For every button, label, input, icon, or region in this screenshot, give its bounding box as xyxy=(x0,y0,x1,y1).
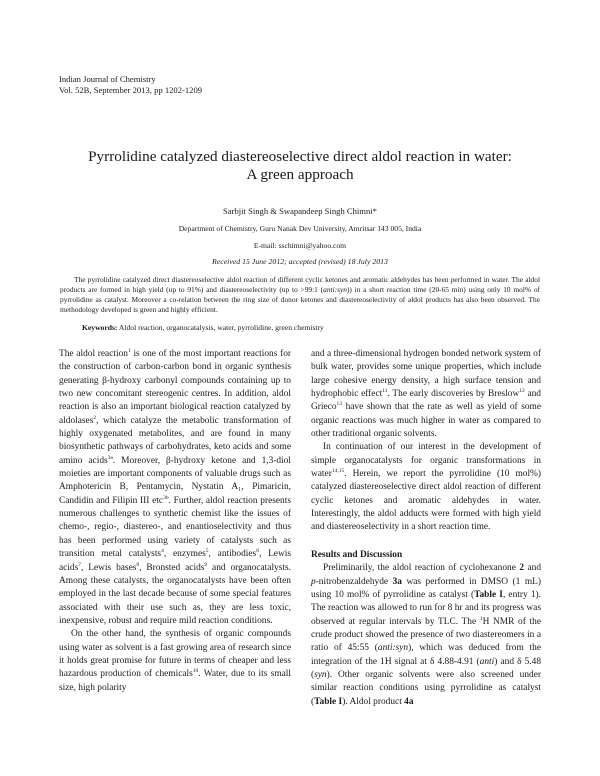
section-heading: Results and Discussion xyxy=(311,549,403,560)
keywords-label: Keywords: xyxy=(82,323,118,332)
citation: 3b xyxy=(163,494,169,501)
abstract-italic: anti:syn xyxy=(323,285,347,295)
citation: 11 xyxy=(382,388,388,395)
paragraph: On the other hand, the synthesis of organic compounds using water as solvent is a fast growing area of research since it holds great promise for future in terms of cheaper and less hazardous production of chemicals$^{10}$. Water, due to its small size, high polarity xyxy=(59,629,291,693)
citation: 13 xyxy=(336,401,343,408)
paragraph: The aldol reaction$^1$ is one of the most important reactions for the construction of carbon-carbon bond in organic synthesis generating β-hydroxy carbonyl compounds containing up to two new concomitant stereogenic centres. In addition, aldol reaction is also an important biological reaction catalyzed by aldolases$^2$, which catalyze the metabolic transformation of highly oxygenated metabolites, and are found in many biosynthetic pathways of carbohydrates, keto acids and some amino acids$^{3a}$. Moreover, β-hydroxy ketone and 1,3-diol moieties are important components of valuable drugs such as Amphotericin B, Pentamycin, Nystatin A₁, Pimaricin, Candidin and Filipin III etc$^{3b}$. Further, aldol reaction presents numerous challenges to synthetic chemist like the issues of chemo-, regio-, diastereo-, and enantioselectivity and thus has been performed using variety of catalysts such as transition metal catalysts$^4$, enzymes$^5$, antibodies$^6$, Lewis acids$^7$, Lewis bases$^8$, Bronsted acids$^9$ and organocatalysts. Among these catalysts, the organocatalysts have been often employed in the last decade because of some special features associated with their use such as, they are less toxic, inexpensive, robust and require mild reaction conditions. xyxy=(59,348,291,626)
citation: 5 xyxy=(205,548,209,555)
left-column xyxy=(59,348,291,695)
citation: 3a xyxy=(107,454,113,461)
citation: 6 xyxy=(256,548,259,555)
received-date: Received 15 June 2012; accepted (revised) 18 July 2013 xyxy=(212,257,388,266)
email: E-mail: sschimni@yahoo.com xyxy=(253,241,347,250)
citation: 10 xyxy=(192,668,199,675)
citation: 14,15 xyxy=(331,468,345,475)
title-line-1: Pyrrolidine catalyzed diastereoselective direct aldol reaction in water: xyxy=(88,148,512,165)
paragraph: Preliminarily, the aldol reaction of cyclohexanone 2 and p-nitrobenzaldehyde 3a was performed in DMSO (1 mL) using 10 mol% of pyrrolidine as catalyst (Table I, entry 1). The reaction was allowed to run for 8 hr and its progress was observed at regular intervals by TLC. The $^1$H NMR of the crude product showed the presence of two diastereomers in a ratio of 45:55 (anti:syn), which was deduced from the integration of the 1H signal at δ 4.88-4.91 (anti) and δ 5.48 (syn). Other organic solvents were also screened under similar reaction conditions using pyrrolidine as catalyst (Table I). Aldol product 4a xyxy=(311,563,542,707)
citation: 9 xyxy=(204,561,208,568)
citation: 2 xyxy=(93,414,97,421)
article-title xyxy=(60,148,540,184)
keywords xyxy=(82,323,324,332)
keywords-list: Aldol reaction, organocatalysis, water, pyrrolidine, green chemistry xyxy=(117,323,324,332)
affiliation: Department of Chemistry, Guru Nanak Dev University, Amritsar 143 005, India xyxy=(178,224,422,233)
authors: Sarbjit Singh & Swapandeep Singh Chimni* xyxy=(223,206,377,216)
title-line-2: A green approach xyxy=(246,166,354,183)
citation: 8 xyxy=(136,561,140,568)
right-column xyxy=(311,348,541,709)
citation: 1 xyxy=(127,348,131,354)
abstract-text: The pyrrolidine catalyzed direct diastereoselective aldol reaction of different cyclic ketones and aromatic aldehydes has been performed in water. The aldol products are formed in high yield (up to 91%) and diastereoselectivity (up to >99:1 ( xyxy=(60,275,540,295)
abstract xyxy=(60,275,540,315)
citation: 12 xyxy=(519,388,525,395)
paragraph: In continuation of our interest in the development of simple organocatalysts for organic transformations in water$^{14,15}$. Herein, we report the pyrrolidine (10 mol%) catalyzed diastereoselective direct aldol reaction of different cyclic ketones and aromatic aldehydes in water. Interestingly, the aldol adducts were formed with high yield and diastereoselectivity in a short reaction time. xyxy=(311,442,541,533)
journal-header xyxy=(59,74,202,96)
citation: 1 xyxy=(479,615,483,622)
citation: 4 xyxy=(161,548,164,555)
abstract-text: )) in a short reaction time (20-65 min) using only 10 mol% of pyrrolidine as catalyst. Moreover a co-relation between the ring size of donor ketones and diastereoselectivity of aldol products has also been observed. The methodology developed is green and highly efficient. xyxy=(60,285,540,315)
paragraph: and a three-dimensional hydrogen bonded network system of bulk water, provides some unique properties, which include large cohesive energy density, a high surface tension and hydrophobic effect$^{11}$. The early discoveries by Breslow$^{12}$ and Grieco$^{13}$ have shown that the rate as well as yield of some organic reactions was much higher in water as compared to other traditional organic solvents. xyxy=(311,349,541,440)
journal-volume: Vol. 52B, September 2013, pp 1202-1209 xyxy=(59,85,203,95)
journal-name: Indian Journal of Chemistry xyxy=(59,74,156,84)
citation: 7 xyxy=(78,561,82,568)
